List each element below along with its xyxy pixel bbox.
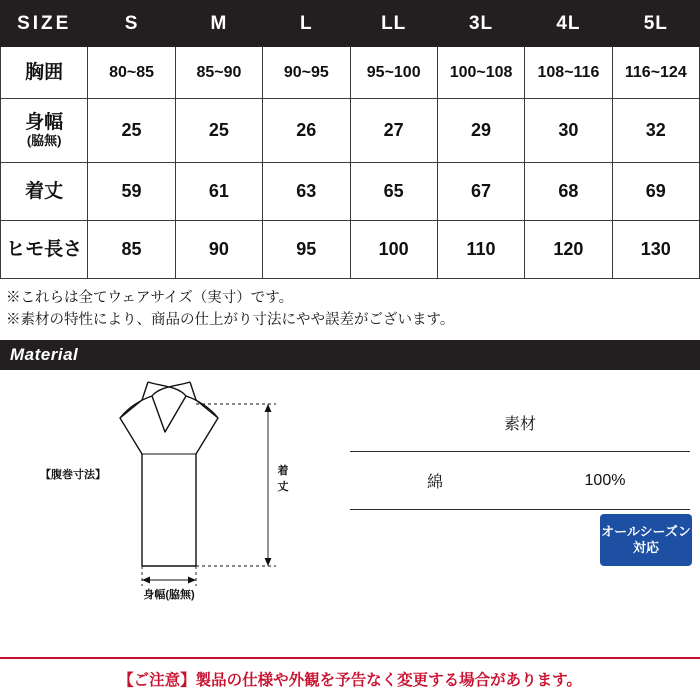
row-label-cord-length: ヒモ長さ <box>1 221 88 279</box>
size-column-l: L <box>263 1 350 47</box>
size-table-header <box>1 1 700 47</box>
material-table-wrapper <box>350 370 700 610</box>
cord-l: 95 <box>263 221 350 279</box>
bust-ll: 95~100 <box>350 47 437 99</box>
cord-ll: 100 <box>350 221 437 279</box>
length-l: 63 <box>263 163 350 221</box>
table-header-row <box>1 1 700 47</box>
material-section-header: Material <box>0 340 700 370</box>
size-note-2: ※素材の特性により、商品の仕上がり寸法にやや誤差がございます。 <box>6 312 455 329</box>
garment-diagram <box>0 370 350 610</box>
size-column-5l: 5L <box>612 1 699 47</box>
length-5l: 69 <box>612 163 699 221</box>
material-name: 綿 <box>350 452 520 510</box>
table-row-length <box>1 163 700 221</box>
bust-l: 90~95 <box>263 47 350 99</box>
size-table-corner-label: SIZE <box>1 1 88 47</box>
svg-text:丈: 丈 <box>277 480 289 493</box>
bust-4l: 108~116 <box>525 47 612 99</box>
size-notes <box>0 279 700 336</box>
size-column-4l: 4L <box>525 1 612 47</box>
row-label-body-width <box>1 99 88 163</box>
caution-footer: 【ご注意】製品の仕様や外観を予告なく変更する場合があります。 <box>0 657 700 700</box>
body-width-5l: 32 <box>612 99 699 163</box>
cord-5l: 130 <box>612 221 699 279</box>
material-table <box>350 394 690 511</box>
row-label-body-width-sub: (脇無) <box>26 132 62 148</box>
bust-m: 85~90 <box>175 47 262 99</box>
row-label-length: 着丈 <box>1 163 88 221</box>
body-width-3l: 29 <box>437 99 524 163</box>
material-table-header: 素材 <box>350 394 690 452</box>
bust-s: 80~85 <box>88 47 175 99</box>
length-s: 59 <box>88 163 175 221</box>
length-3l: 67 <box>437 163 524 221</box>
diagram-width-label: 身幅(脇無) <box>143 588 195 601</box>
body-width-l: 26 <box>263 99 350 163</box>
bust-3l: 100~108 <box>437 47 524 99</box>
body-width-ll: 27 <box>350 99 437 163</box>
table-row-bust <box>1 47 700 99</box>
length-ll: 65 <box>350 163 437 221</box>
bust-5l: 116~124 <box>612 47 699 99</box>
diagram-left-label: 【腹巻寸法】 <box>40 468 106 481</box>
cord-s: 85 <box>88 221 175 279</box>
cord-4l: 120 <box>525 221 612 279</box>
body-width-m: 25 <box>175 99 262 163</box>
cord-3l: 110 <box>437 221 524 279</box>
length-4l: 68 <box>525 163 612 221</box>
length-m: 61 <box>175 163 262 221</box>
body-width-s: 25 <box>88 99 175 163</box>
table-row-body-width <box>1 99 700 163</box>
size-table <box>0 0 700 279</box>
material-section-body <box>0 370 700 610</box>
size-column-m: M <box>175 1 262 47</box>
all-season-badge <box>600 514 692 566</box>
size-column-s: S <box>88 1 175 47</box>
size-column-ll: LL <box>350 1 437 47</box>
material-percent: 100% <box>520 452 690 510</box>
size-column-3l: 3L <box>437 1 524 47</box>
tank-top-illustration <box>0 370 350 610</box>
body-width-4l: 30 <box>525 99 612 163</box>
material-table-row <box>350 452 690 510</box>
all-season-badge-line2: 対応 <box>632 539 659 555</box>
size-note-1: ※これらは全てウェアサイズ（実寸）です。 <box>6 290 294 306</box>
size-table-body <box>1 47 700 279</box>
all-season-badge-line1: オールシーズン <box>601 524 691 540</box>
cord-m: 90 <box>175 221 262 279</box>
row-label-bust: 胸囲 <box>1 47 88 99</box>
diagram-length-label: 着 <box>277 464 289 477</box>
table-row-cord-length <box>1 221 700 279</box>
row-label-body-width-main: 身幅 <box>25 112 64 134</box>
material-table-header-row <box>350 394 690 452</box>
